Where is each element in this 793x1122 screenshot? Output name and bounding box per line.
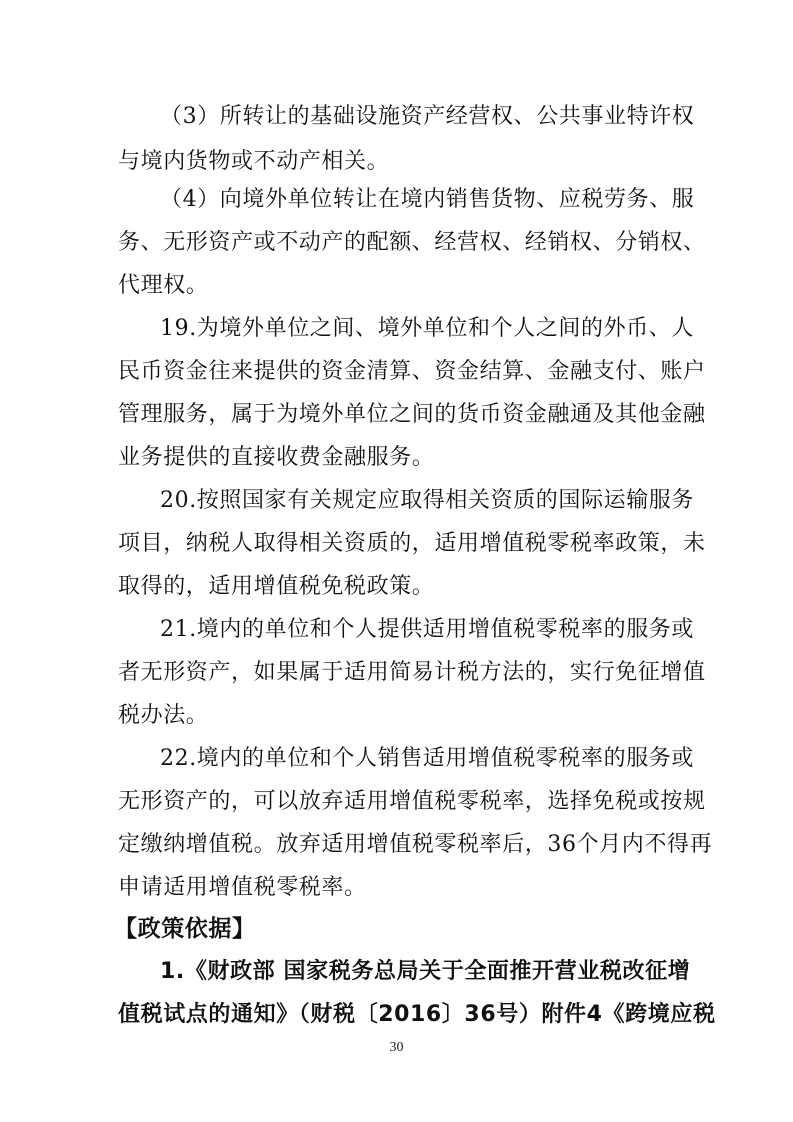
item-20-line-2: 项目，纳税人取得相关资质的，适用增值税零税率政策，未 (118, 531, 706, 556)
item-4-line-1: （4）向境外单位转让在境内销售货物、应税劳务、服 (160, 187, 695, 212)
item-19-line-1: 19.为境外单位之间、境外单位和个人之间的外币、人 (160, 316, 694, 341)
item-19-line-2: 民币资金往来提供的资金清算、资金结算、金融支付、账户 (118, 359, 706, 384)
page-number: 30 (389, 1040, 404, 1055)
policy-citation-line-1: 1.《财政部 国家税务总局关于全面推开营业税改征增 (160, 959, 691, 984)
item-22-line-4: 申请适用增值税零税率。 (118, 875, 367, 900)
item-4-line-3: 代理权。 (118, 273, 209, 298)
item-3-line-1: （3）所转让的基础设施资产经营权、公共事业特许权 (160, 104, 695, 129)
item-19-line-3: 管理服务，属于为境外单位之间的货币资金融通及其他金融 (118, 402, 706, 427)
item-20-line-1: 20.按照国家有关规定应取得相关资质的国际运输服务 (160, 488, 694, 513)
item-21-line-3: 税办法。 (118, 703, 209, 728)
item-19-line-4: 业务提供的直接收费金融服务。 (118, 445, 435, 470)
item-20-line-3: 取得的，适用增值税免税政策。 (118, 574, 435, 599)
item-21-line-2: 者无形资产，如果属于适用简易计税方法的，实行免征增值 (118, 660, 706, 685)
policy-heading: 【政策依据】 (114, 916, 256, 942)
item-22-line-1: 22.境内的单位和个人销售适用增值税零税率的服务或 (160, 746, 694, 771)
item-4-line-2: 务、无形资产或不动产的配额、经营权、经销权、分销权、 (118, 230, 706, 255)
policy-citation-line-2: 值税试点的通知》（财税〔2016〕36号）附件4《跨境应税 (118, 1002, 716, 1027)
item-22-line-3: 定缴纳增值税。放弃适用增值税零税率后，36个月内不得再 (118, 832, 713, 857)
item-21-line-1: 21.境内的单位和个人提供适用增值税零税率的服务或 (160, 617, 694, 642)
item-3-line-2: 与境内货物或不动产相关。 (118, 149, 390, 174)
item-22-line-2: 无形资产的，可以放弃适用增值税零税率，选择免税或按规 (118, 789, 706, 814)
